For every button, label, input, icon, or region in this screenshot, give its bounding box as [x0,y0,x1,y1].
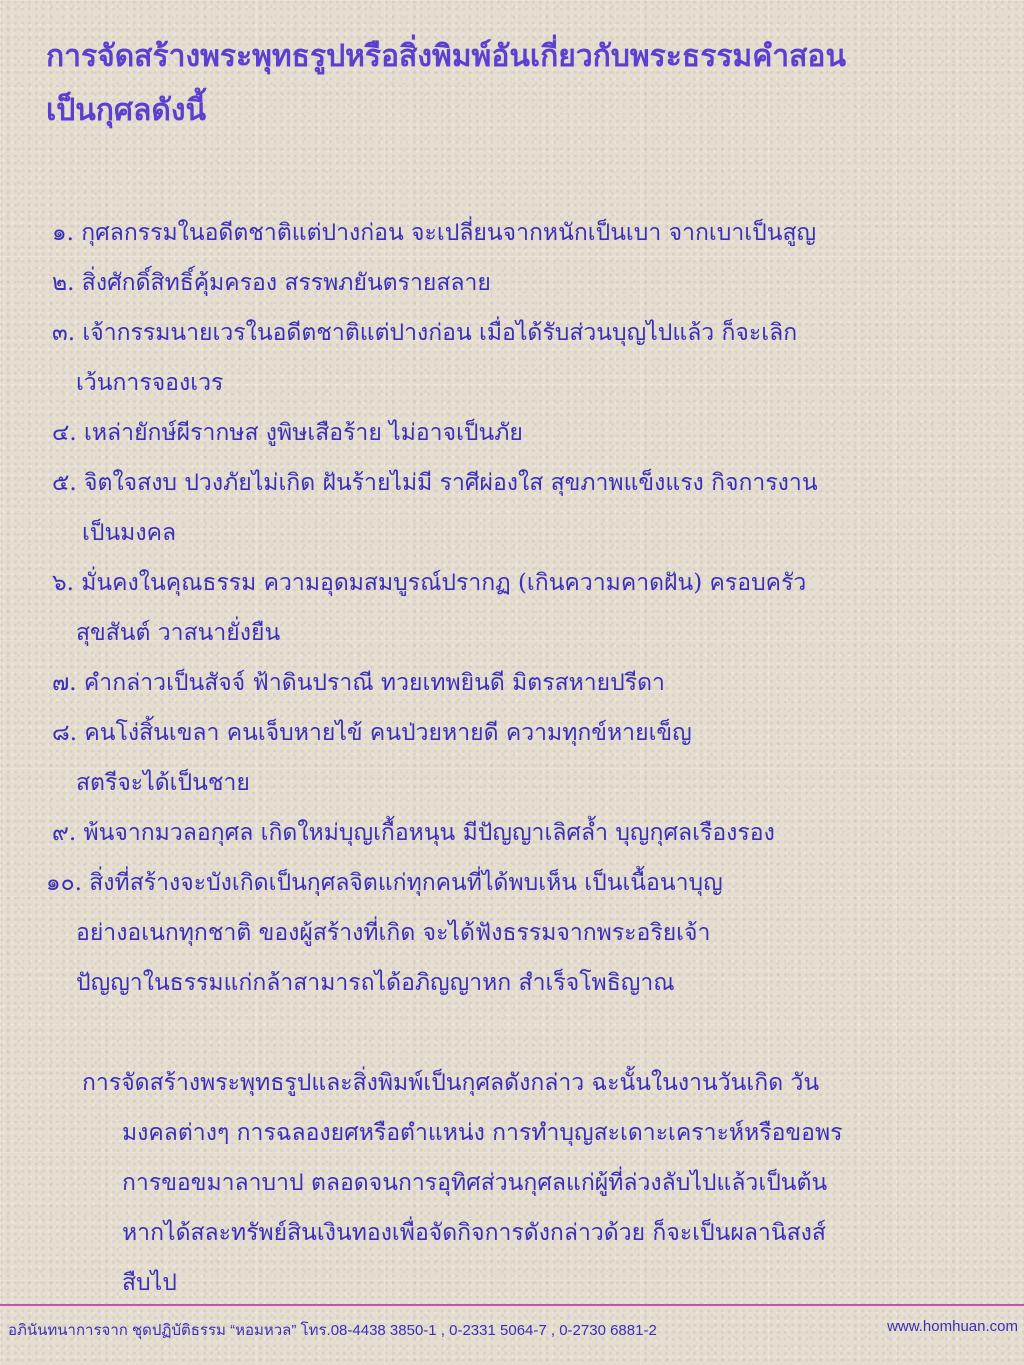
item-line: มั่นคงในคุณธรรม ความอุดมสมบูรณ์ปรากฏ (เกินความคาดฝัน) ครอบครัว [81,570,807,596]
footer-credit: อภินันทนาการจาก ชุดปฏิบัติธรรม “หอมหวล” โทร.08-4438 3850-1 , 0-2331 5064-7 , 0-2730 6881-2 [8,1322,657,1339]
benefits-list [46,208,952,1008]
footer-divider [0,1304,1024,1306]
list-item-continuation [52,358,952,408]
list-item-continuation [52,608,952,658]
item-line: สิ่งที่สร้างจะบังเกิดเป็นกุศลจิตแก่ทุกคนที่ได้พบเห็น เป็นเนื้อนาบุญ [89,870,723,896]
item-text [84,458,952,508]
item-text [84,658,952,708]
item-text [84,408,952,458]
item-number: ๕. [52,470,77,496]
item-line: สุขสันต์ วาสนายั่งยืน [76,620,281,646]
list-item [52,708,952,758]
list-item [52,258,952,308]
item-number: ๘. [52,720,78,746]
item-line: เหล่ายักษ์ผีรากษส งูพิษเสือร้าย ไม่อาจเป็นภัย [84,420,523,446]
item-line: เว้นการจองเวร [76,370,224,396]
list-item [52,408,952,458]
item-line: อย่างอเนกทุกชาติ ของผู้สร้างที่เกิด จะได้ฟังธรรมจากพระอริยเจ้า [76,920,711,946]
item-number: ๙. [52,820,77,846]
list-item-continuation [52,958,952,1008]
item-line: จิตใจสงบ ปวงภัยไม่เกิด ฝันร้ายไม่มี ราศีผ่องใส สุขภาพแข็งแรง กิจการงาน [84,470,818,496]
item-line: เป็นมงคล [82,520,177,546]
item-line: พ้นจากมวลอกุศล เกิดใหม่บุญเกื้อหนุน มีปัญญาเลิศล้ำ บุญกุศลเรืองรอง [83,820,775,846]
item-line: คำกล่าวเป็นสัจจ์ ฟ้าดินปราณี ทวยเทพยินดี มิตรสหายปรีดา [83,670,665,696]
list-item [52,808,952,858]
item-text [82,308,952,358]
closing-line: มงคลต่างๆ การฉลองยศหรือตำแหน่ง การทำบุญสะเดาะเคราะห์หรือขอพร [122,1120,843,1146]
list-item [52,658,952,708]
list-item [46,858,952,908]
item-number: ๑๐. [46,870,82,896]
item-text [82,258,952,308]
title-line-2: เป็นกุศลดังนี้ [46,93,207,128]
list-item [52,208,952,258]
website-link[interactable]: www.homhuan.com [887,1318,1018,1335]
item-number: ๑. [52,220,74,246]
list-item [52,308,952,358]
footer [8,1318,1018,1342]
closing-line: การขอขมาลาบาป ตลอดจนการอุทิศส่วนกุศลแก่ผู้ที่ล่วงลับไปแล้วเป็นต้น [122,1170,828,1196]
item-text [83,808,952,858]
item-text [84,708,952,758]
item-line: เจ้ากรรมนายเวรในอดีตชาติแต่ปางก่อน เมื่อได้รับส่วนบุญไปแล้ว ก็จะเลิก [82,320,798,346]
list-item-continuation [52,758,952,808]
item-text [89,858,952,908]
list-item [52,458,952,508]
item-number: ๔. [52,420,77,446]
closing-line: สืบไป [122,1270,177,1296]
item-line: คนโง่สิ้นเขลา คนเจ็บหายไข้ คนป่วยหายดี ความทุกข์หายเข็ญ [84,720,692,746]
closing-line: การจัดสร้างพระพุทธรูปและสิ่งพิมพ์เป็นกุศลดังกล่าว ฉะนั้นในงานวันเกิด วัน [82,1070,820,1096]
item-number: ๗. [52,670,77,696]
item-number: ๒. [52,270,75,296]
title-line-1: การจัดสร้างพระพุทธรูปหรือสิ่งพิมพ์อันเกี่ยวกับพระธรรมคำสอน [46,39,846,74]
item-line: สิ่งศักดิ์สิทธิ์คุ้มครอง สรรพภยันตรายสลาย [81,270,491,296]
item-text [81,208,952,258]
closing-line: หากได้สละทรัพย์สินเงินทองเพื่อจัดกิจการดังกล่าวด้วย ก็จะเป็นผลานิสงส์ [122,1220,826,1246]
item-line: กุศลกรรมในอดีตชาติแต่ปางก่อน จะเปลี่ยนจากหนักเป็นเบา จากเบาเป็นสูญ [81,220,817,246]
page-title [46,30,996,138]
item-line: สตรีจะได้เป็นชาย [76,770,250,796]
list-item [52,558,952,608]
item-line: ปัญญาในธรรมแก่กล้าสามารถได้อภิญญาหก สำเร็จโพธิญาณ [76,970,675,996]
item-number: ๖. [52,570,74,596]
list-item-continuation [52,508,952,558]
item-number: ๓. [52,320,76,346]
closing-paragraph [82,1058,962,1308]
list-item-continuation [52,908,952,958]
item-text [81,558,952,608]
